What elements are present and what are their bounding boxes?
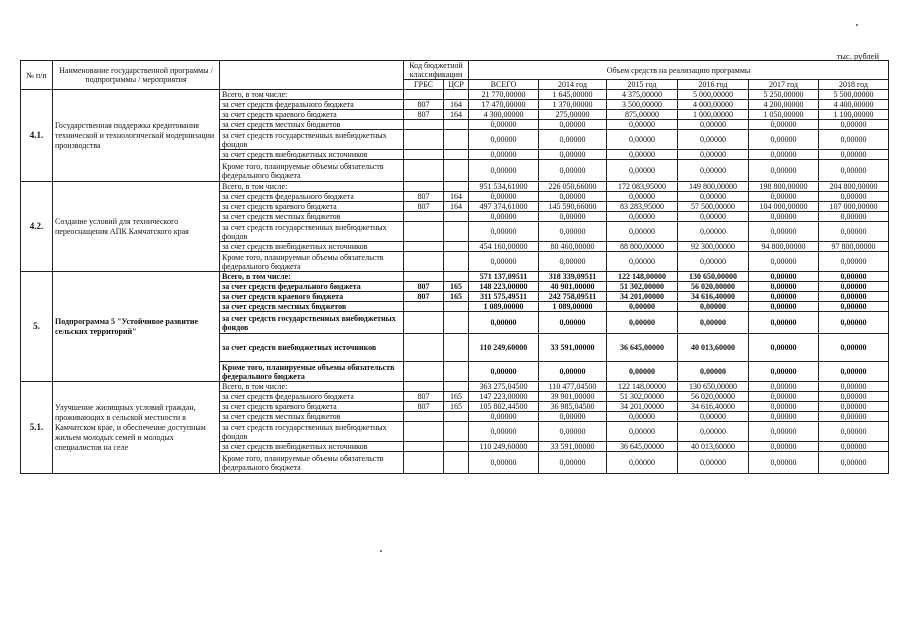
csr-code	[444, 334, 469, 362]
amount-2018: 0,00000	[819, 150, 889, 160]
amount-2015: 0,00000	[607, 422, 678, 442]
amount-2017: 0,00000	[749, 160, 819, 182]
amount-2015: 875,00000	[607, 110, 678, 120]
amount-2018: 0,00000	[819, 422, 889, 442]
amount-2017: 0,00000	[749, 312, 819, 334]
amount-total: 311 575,49511	[469, 292, 539, 302]
amount-2015: 122 148,00000	[607, 272, 678, 282]
amount-2018: 0,00000	[819, 282, 889, 292]
amount-2015: 0,00000	[607, 150, 678, 160]
amount-2015: 51 302,00000	[607, 392, 678, 402]
csr-code: 165	[444, 292, 469, 302]
amount-2015: 0,00000	[607, 252, 678, 272]
row-number: 4.2.	[21, 182, 53, 272]
amount-2017: 0,00000	[749, 392, 819, 402]
amount-2015: 51 302,00000	[607, 282, 678, 292]
amount-2014: 39 901,00000	[539, 392, 607, 402]
csr-code	[444, 160, 469, 182]
amount-2014: 0,00000	[539, 120, 607, 130]
amount-total: 0,00000	[469, 362, 539, 382]
amount-2018: 4 400,00000	[819, 100, 889, 110]
amount-2016: 57 500,00000	[678, 202, 749, 212]
header-year-2016: 2016 год	[678, 80, 749, 90]
amount-total: 951 534,61000	[469, 182, 539, 192]
amount-total: 0,00000	[469, 130, 539, 150]
amount-2015: 172 083,95000	[607, 182, 678, 192]
grbs-code: 807	[404, 282, 444, 292]
funding-source: за счет средств местных бюджетов	[220, 412, 404, 422]
amount-2014: 0,00000	[539, 362, 607, 382]
amount-2017: 94 800,00000	[749, 242, 819, 252]
grbs-code	[404, 130, 444, 150]
funding-source: Всего, в том числе:	[220, 382, 404, 392]
amount-total: 0,00000	[469, 150, 539, 160]
amount-2016: 1 000,00000	[678, 110, 749, 120]
amount-2015: 0,00000	[607, 302, 678, 312]
amount-total: 110 249,60000	[469, 442, 539, 452]
amount-total: 21 770,00000	[469, 90, 539, 100]
amount-2017: 0,00000	[749, 302, 819, 312]
amount-2017: 0,00000	[749, 422, 819, 442]
amount-2018: 0,00000	[819, 382, 889, 392]
amount-2014: 0,00000	[539, 150, 607, 160]
csr-code	[444, 422, 469, 442]
amount-2016: 0,00000	[678, 312, 749, 334]
csr-code	[444, 242, 469, 252]
amount-2016: 40 013,60000	[678, 334, 749, 362]
grbs-code	[404, 212, 444, 222]
grbs-code	[404, 334, 444, 362]
program-name: Создание условий для технического переоснащения АПК Камчатского края	[53, 182, 220, 272]
amount-2018: 0,00000	[819, 312, 889, 334]
header-total: ВСЕГО	[469, 80, 539, 90]
amount-2017: 0,00000	[749, 334, 819, 362]
csr-code	[444, 442, 469, 452]
amount-2017: 0,00000	[749, 452, 819, 474]
grbs-code: 807	[404, 392, 444, 402]
amount-2017: 1 050,00000	[749, 110, 819, 120]
scan-speck	[380, 550, 382, 552]
amount-total: 0,00000	[469, 160, 539, 182]
header-num: № п/п	[21, 61, 53, 90]
amount-2016: 130 650,00000	[678, 382, 749, 392]
amount-2017: 0,00000	[749, 402, 819, 412]
amount-2017: 0,00000	[749, 272, 819, 282]
amount-total: 148 223,00000	[469, 282, 539, 292]
amount-2015: 36 645,00000	[607, 442, 678, 452]
grbs-code	[404, 302, 444, 312]
csr-code	[444, 382, 469, 392]
amount-2014: 0,00000	[539, 412, 607, 422]
grbs-code	[404, 412, 444, 422]
funding-source: за счет средств внебюджетных источников	[220, 334, 404, 362]
scan-speck	[856, 24, 858, 26]
grbs-code: 807	[404, 100, 444, 110]
grbs-code	[404, 222, 444, 242]
grbs-code	[404, 252, 444, 272]
header-year-2014: 2014 год	[539, 80, 607, 90]
amount-total: 0,00000	[469, 222, 539, 242]
csr-code	[444, 150, 469, 160]
csr-code	[444, 362, 469, 382]
funding-source: за счет средств местных бюджетов	[220, 212, 404, 222]
amount-2018: 5 500,00000	[819, 90, 889, 100]
grbs-code	[404, 150, 444, 160]
amount-2015: 4 375,00000	[607, 90, 678, 100]
table-row	[21, 382, 889, 392]
header-csr: ЦСР	[444, 80, 469, 90]
program-name: Улучшение жилищных условий граждан, проживающих в сельской местности в Камчатском крае, и обеспечение доступным жильем молодых семей и молодых специалистов на селе	[53, 382, 220, 474]
amount-2018: 0,00000	[819, 302, 889, 312]
amount-2018: 0,00000	[819, 402, 889, 412]
amount-total: 0,00000	[469, 422, 539, 442]
grbs-code	[404, 182, 444, 192]
grbs-code: 807	[404, 402, 444, 412]
table-row	[21, 182, 889, 192]
amount-2018: 0,00000	[819, 272, 889, 282]
grbs-code	[404, 242, 444, 252]
grbs-code	[404, 452, 444, 474]
amount-2018: 107 000,00000	[819, 202, 889, 212]
funding-source: за счет средств федерального бюджета	[220, 282, 404, 292]
amount-2017: 0,00000	[749, 130, 819, 150]
funding-source: за счет средств государственных внебюджетных фондов	[220, 312, 404, 334]
amount-2014: 1 645,00000	[539, 90, 607, 100]
amount-2016: 0,00000	[678, 422, 749, 442]
amount-2016: 0,00000	[678, 302, 749, 312]
amount-2018: 0,00000	[819, 160, 889, 182]
amount-total: 17 470,00000	[469, 100, 539, 110]
amount-2014: 0,00000	[539, 222, 607, 242]
amount-2014: 40 901,00000	[539, 282, 607, 292]
amount-total: 454 160,00000	[469, 242, 539, 252]
header-budget-code: Код бюджетной классификации	[404, 61, 469, 80]
amount-total: 1 089,00000	[469, 302, 539, 312]
amount-2017: 104 000,00000	[749, 202, 819, 212]
funding-source: за счет средств государственных внебюджетных фондов	[220, 130, 404, 150]
amount-2018: 0,00000	[819, 120, 889, 130]
header-year-2015: 2015 год	[607, 80, 678, 90]
program-name: Подпрограмма 5 "Устойчивое развитие сельских территорий"	[53, 272, 220, 382]
amount-2018: 0,00000	[819, 392, 889, 402]
funding-source: Кроме того, планируемые объемы обязательств федерального бюджета	[220, 452, 404, 474]
amount-2017: 0,00000	[749, 292, 819, 302]
amount-2016: 0,00000	[678, 192, 749, 202]
amount-2017: 0,00000	[749, 212, 819, 222]
amount-2015: 83 283,95000	[607, 202, 678, 212]
csr-code: 165	[444, 392, 469, 402]
amount-2016: 40 013,60000	[678, 442, 749, 452]
grbs-code	[404, 160, 444, 182]
amount-2016: 4 000,00000	[678, 100, 749, 110]
grbs-code: 807	[404, 192, 444, 202]
amount-2018: 97 800,00000	[819, 242, 889, 252]
amount-2017: 0,00000	[749, 252, 819, 272]
amount-2015: 0,00000	[607, 192, 678, 202]
header-volume: Объем средств на реализацию программы	[469, 61, 889, 80]
grbs-code	[404, 312, 444, 334]
amount-2015: 0,00000	[607, 312, 678, 334]
grbs-code	[404, 120, 444, 130]
amount-2016: 34 616,40000	[678, 402, 749, 412]
amount-total: 0,00000	[469, 120, 539, 130]
grbs-code	[404, 90, 444, 100]
amount-2014: 0,00000	[539, 422, 607, 442]
amount-total: 0,00000	[469, 252, 539, 272]
amount-2015: 36 645,00000	[607, 334, 678, 362]
amount-2016: 56 020,00000	[678, 282, 749, 292]
amount-2014: 1 089,00000	[539, 302, 607, 312]
amount-2017: 0,00000	[749, 362, 819, 382]
amount-2018: 0,00000	[819, 192, 889, 202]
amount-total: 0,00000	[469, 312, 539, 334]
funding-source: за счет средств внебюджетных источников	[220, 442, 404, 452]
amount-2014: 318 339,09511	[539, 272, 607, 282]
funding-source: за счет средств федерального бюджета	[220, 100, 404, 110]
grbs-code	[404, 382, 444, 392]
budget-table	[20, 60, 889, 474]
amount-2016: 0,00000	[678, 160, 749, 182]
amount-2017: 0,00000	[749, 120, 819, 130]
amount-2015: 0,00000	[607, 130, 678, 150]
amount-total: 0,00000	[469, 212, 539, 222]
amount-2018: 0,00000	[819, 452, 889, 474]
amount-2015: 0,00000	[607, 452, 678, 474]
amount-total: 0,00000	[469, 452, 539, 474]
funding-source: Всего, в том числе:	[220, 182, 404, 192]
amount-2016: 5 000,00000	[678, 90, 749, 100]
amount-2014: 36 985,04500	[539, 402, 607, 412]
funding-source: Всего, в том числе:	[220, 90, 404, 100]
funding-source: за счет средств государственных внебюджетных фондов	[220, 222, 404, 242]
amount-2018: 0,00000	[819, 252, 889, 272]
amount-2017: 0,00000	[749, 150, 819, 160]
grbs-code	[404, 362, 444, 382]
header-year-2018: 2018 год	[819, 80, 889, 90]
amount-2016: 0,00000	[678, 362, 749, 382]
csr-code	[444, 302, 469, 312]
funding-source: за счет средств государственных внебюджетных фондов	[220, 422, 404, 442]
amount-2015: 0,00000	[607, 160, 678, 182]
header-grbs: ГРБС	[404, 80, 444, 90]
amount-2014: 0,00000	[539, 192, 607, 202]
amount-2014: 0,00000	[539, 212, 607, 222]
amount-2016: 0,00000	[678, 212, 749, 222]
row-number: 4.1.	[21, 90, 53, 182]
amount-2016: 130 650,00000	[678, 272, 749, 282]
csr-code	[444, 312, 469, 334]
amount-2017: 0,00000	[749, 442, 819, 452]
grbs-code	[404, 442, 444, 452]
amount-2014: 80 460,00000	[539, 242, 607, 252]
amount-2016: 149 800,00000	[678, 182, 749, 192]
header-source-blank	[220, 61, 404, 90]
csr-code	[444, 182, 469, 192]
amount-total: 571 137,09511	[469, 272, 539, 282]
amount-2014: 275,00000	[539, 110, 607, 120]
header-year-2017: 2017 год	[749, 80, 819, 90]
amount-2014: 0,00000	[539, 312, 607, 334]
amount-2016: 0,00000	[678, 130, 749, 150]
grbs-code	[404, 272, 444, 282]
funding-source: за счет средств краевого бюджета	[220, 292, 404, 302]
amount-2015: 88 800,00000	[607, 242, 678, 252]
csr-code	[444, 130, 469, 150]
amount-2014: 33 591,00000	[539, 334, 607, 362]
amount-2016: 0,00000	[678, 452, 749, 474]
header-name: Наименование государственной программы / подпрограммы / мероприятия	[53, 61, 220, 90]
csr-code	[444, 272, 469, 282]
amount-2015: 34 201,00000	[607, 292, 678, 302]
amount-2014: 33 591,00000	[539, 442, 607, 452]
csr-code: 164	[444, 202, 469, 212]
amount-2017: 198 800,00000	[749, 182, 819, 192]
amount-total: 0,00000	[469, 412, 539, 422]
amount-2015: 0,00000	[607, 120, 678, 130]
amount-2018: 1 100,00000	[819, 110, 889, 120]
amount-2014: 0,00000	[539, 452, 607, 474]
funding-source: за счет средств местных бюджетов	[220, 120, 404, 130]
amount-2016: 0,00000	[678, 120, 749, 130]
amount-2018: 0,00000	[819, 334, 889, 362]
funding-source: за счет средств внебюджетных источников	[220, 150, 404, 160]
amount-2015: 3 500,00000	[607, 100, 678, 110]
program-name: Государственная поддержка кредитования технической и технологической модернизации производства	[53, 90, 220, 182]
amount-2018: 0,00000	[819, 292, 889, 302]
csr-code	[444, 252, 469, 272]
amount-2018: 204 800,00000	[819, 182, 889, 192]
amount-2017: 4 200,00000	[749, 100, 819, 110]
table-body	[21, 90, 889, 474]
funding-source: Всего, в том числе:	[220, 272, 404, 282]
csr-code: 165	[444, 282, 469, 292]
amount-2017: 0,00000	[749, 192, 819, 202]
csr-code	[444, 212, 469, 222]
amount-2015: 0,00000	[607, 222, 678, 242]
amount-total: 105 802,44500	[469, 402, 539, 412]
amount-2018: 0,00000	[819, 222, 889, 242]
grbs-code: 807	[404, 110, 444, 120]
grbs-code: 807	[404, 292, 444, 302]
csr-code	[444, 412, 469, 422]
amount-2014: 226 050,66000	[539, 182, 607, 192]
csr-code: 165	[444, 402, 469, 412]
table-row	[21, 90, 889, 100]
amount-2015: 122 148,00000	[607, 382, 678, 392]
amount-2016: 0,00000	[678, 150, 749, 160]
amount-2014: 1 370,00000	[539, 100, 607, 110]
amount-2014: 0,00000	[539, 252, 607, 272]
amount-2014: 242 758,09511	[539, 292, 607, 302]
amount-2016: 0,00000	[678, 412, 749, 422]
funding-source: Кроме того, планируемые объемы обязательств федерального бюджета	[220, 362, 404, 382]
amount-2016: 56 020,00000	[678, 392, 749, 402]
amount-2018: 0,00000	[819, 212, 889, 222]
amount-total: 363 275,04500	[469, 382, 539, 392]
unit-label: тыс. рублей	[836, 51, 879, 61]
funding-source: за счет средств краевого бюджета	[220, 202, 404, 212]
amount-total: 497 374,61000	[469, 202, 539, 212]
grbs-code: 807	[404, 202, 444, 212]
amount-2014: 0,00000	[539, 130, 607, 150]
amount-2015: 0,00000	[607, 412, 678, 422]
amount-2016: 92 300,00000	[678, 242, 749, 252]
funding-source: за счет средств внебюджетных источников	[220, 242, 404, 252]
csr-code	[444, 222, 469, 242]
amount-2015: 34 201,00000	[607, 402, 678, 412]
amount-2016: 34 616,40000	[678, 292, 749, 302]
amount-total: 4 300,00000	[469, 110, 539, 120]
csr-code: 164	[444, 192, 469, 202]
amount-2017: 0,00000	[749, 382, 819, 392]
amount-2014: 145 590,66000	[539, 202, 607, 212]
funding-source: за счет средств местных бюджетов	[220, 302, 404, 312]
amount-2017: 5 250,00000	[749, 90, 819, 100]
amount-2015: 0,00000	[607, 212, 678, 222]
row-number: 5.1.	[21, 382, 53, 474]
csr-code	[444, 120, 469, 130]
amount-2016: 0,00000	[678, 252, 749, 272]
funding-source: Кроме того, планируемые объемы обязательств федерального бюджета	[220, 252, 404, 272]
table-row	[21, 272, 889, 282]
csr-code	[444, 452, 469, 474]
funding-source: за счет средств федерального бюджета	[220, 192, 404, 202]
amount-2015: 0,00000	[607, 362, 678, 382]
amount-total: 110 249,60000	[469, 334, 539, 362]
amount-2014: 110 477,04500	[539, 382, 607, 392]
amount-2018: 0,00000	[819, 362, 889, 382]
funding-source: за счет средств краевого бюджета	[220, 110, 404, 120]
csr-code: 164	[444, 100, 469, 110]
amount-2017: 0,00000	[749, 412, 819, 422]
amount-2018: 0,00000	[819, 442, 889, 452]
amount-2018: 0,00000	[819, 412, 889, 422]
amount-2017: 0,00000	[749, 282, 819, 292]
amount-2018: 0,00000	[819, 130, 889, 150]
funding-source: за счет средств краевого бюджета	[220, 402, 404, 412]
amount-2016: 0,00000	[678, 222, 749, 242]
csr-code	[444, 90, 469, 100]
amount-total: 0,00000	[469, 192, 539, 202]
csr-code: 164	[444, 110, 469, 120]
amount-total: 147 223,00000	[469, 392, 539, 402]
amount-2017: 0,00000	[749, 222, 819, 242]
amount-2014: 0,00000	[539, 160, 607, 182]
grbs-code	[404, 422, 444, 442]
funding-source: Кроме того, планируемые объемы обязательств федерального бюджета	[220, 160, 404, 182]
row-number: 5.	[21, 272, 53, 382]
funding-source: за счет средств федерального бюджета	[220, 392, 404, 402]
